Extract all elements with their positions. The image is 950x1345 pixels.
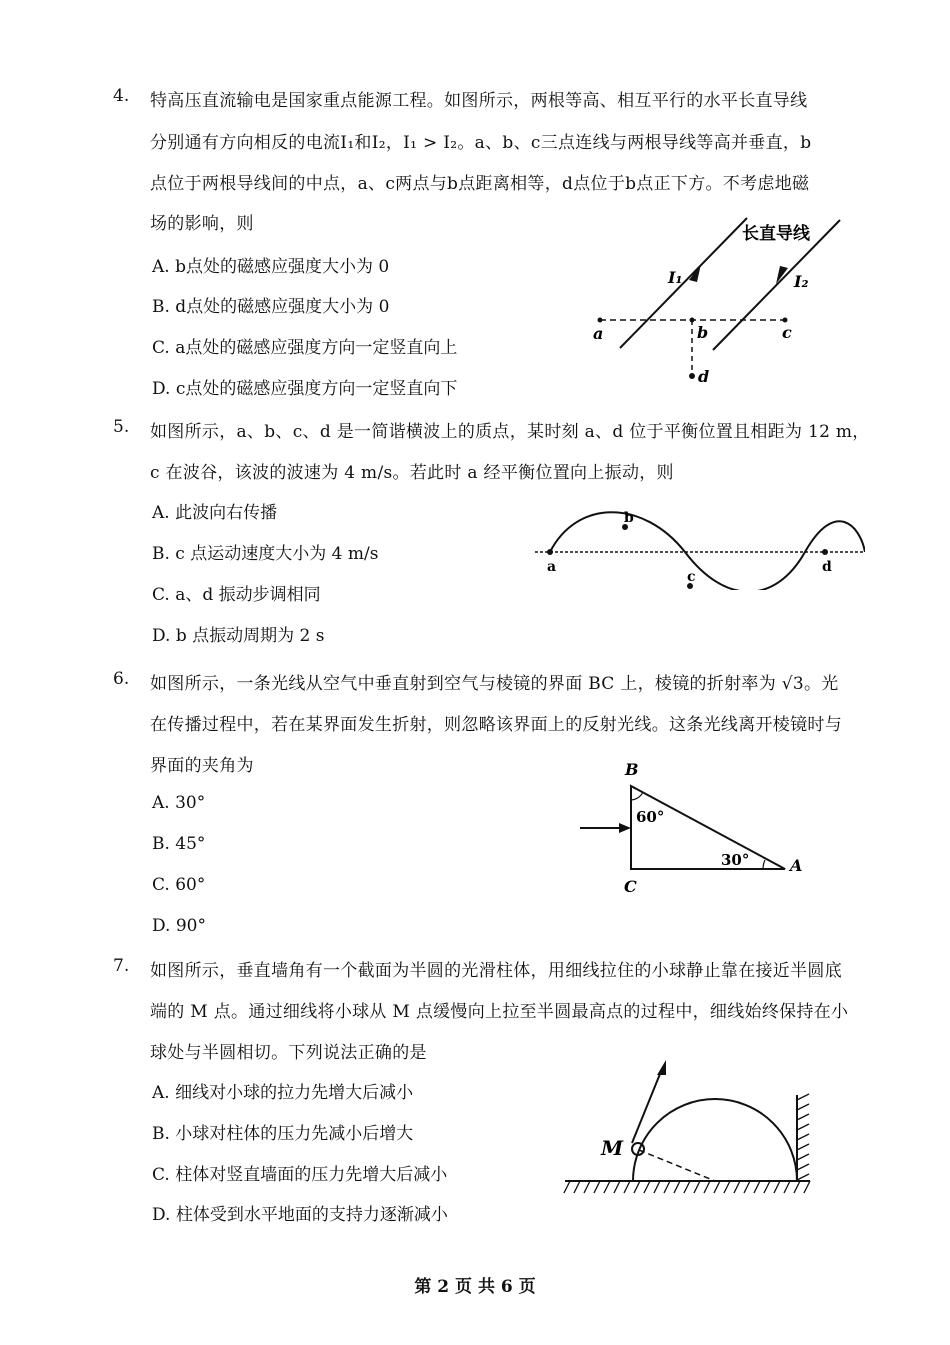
question-text-line: 点位于两根导线间的中点，a、c两点与b点距离相等，d点位于b点正下方。不考虑地磁 bbox=[150, 174, 810, 194]
label-b: b bbox=[624, 510, 634, 526]
option-b: B. c 点运动速度大小为 4 m/s bbox=[152, 544, 379, 564]
question-number: 7. bbox=[113, 956, 130, 976]
radius-dashed-line bbox=[639, 1150, 715, 1181]
label-c: c bbox=[687, 569, 696, 585]
q6-figure bbox=[575, 755, 810, 900]
q4-figure bbox=[585, 210, 850, 390]
question-number: 4. bbox=[113, 86, 130, 106]
page-footer: 第 2 页 共 6 页 bbox=[414, 1277, 536, 1297]
question-text-line: 如图所示，a、b、c、d 是一简谐横波上的质点，某时刻 a、d 位于平衡位置且相距为 12 m， bbox=[150, 422, 870, 442]
question-number: 5. bbox=[113, 417, 130, 437]
option-c: C. 柱体对竖直墙面的压力先增大后减小 bbox=[152, 1165, 448, 1185]
wall-hatching bbox=[797, 1094, 809, 1180]
angle-arc-A bbox=[763, 860, 765, 869]
point-a bbox=[547, 549, 553, 555]
question-text-line: 界面的夹角为 bbox=[150, 756, 254, 776]
label-a: a bbox=[593, 324, 604, 343]
question-text-line: 如图所示，一条光线从空气中垂直射到空气与棱镜的界面 BC 上，棱镜的折射率为 √3。光 bbox=[150, 674, 839, 694]
option-c: C. a点处的磁感应强度方向一定竖直向上 bbox=[152, 338, 458, 358]
wire-1 bbox=[620, 218, 747, 348]
option-a: A. b点处的磁感应强度大小为 0 bbox=[152, 257, 390, 277]
angle-A-label: 30° bbox=[721, 851, 750, 869]
option-b: B. d点处的磁感应强度大小为 0 bbox=[152, 297, 390, 317]
q5-figure bbox=[535, 505, 865, 590]
question-text-line: 在传播过程中，若在某界面发生折射，则忽略该界面上的反射光线。这条光线离开棱镜时与 bbox=[150, 715, 842, 735]
label-C: C bbox=[624, 877, 637, 896]
option-d: D. b 点振动周期为 2 s bbox=[152, 626, 325, 646]
label-A: A bbox=[790, 856, 803, 875]
option-a: A. 此波向右传播 bbox=[152, 503, 278, 523]
label-M: M bbox=[601, 1136, 624, 1160]
option-d: D. 90° bbox=[152, 916, 206, 936]
angle-B-label: 60° bbox=[636, 808, 665, 826]
point-a bbox=[598, 318, 603, 323]
ground-hatching bbox=[564, 1181, 810, 1193]
option-b: B. 小球对柱体的压力先减小后增大 bbox=[152, 1124, 414, 1144]
question-number: 6. bbox=[113, 669, 130, 689]
point-d bbox=[689, 373, 695, 379]
option-c: C. 60° bbox=[152, 875, 206, 895]
string-line bbox=[632, 1069, 662, 1143]
question-text-line: 如图所示，垂直墙角有一个截面为半圆的光滑柱体，用细线拉住的小球静止靠在接近半圆底 bbox=[150, 961, 842, 981]
option-d: D. 柱体受到水平地面的支持力逐渐减小 bbox=[152, 1205, 448, 1225]
label-d: d bbox=[698, 367, 710, 386]
question-text-line: 特高压直流输电是国家重点能源工程。如图所示，两根等高、相互平行的水平长直导线 bbox=[150, 91, 808, 111]
wave-curve bbox=[550, 512, 865, 590]
current-arrow-up-icon bbox=[689, 264, 701, 282]
point-c bbox=[783, 318, 788, 323]
label-I1: I₁ bbox=[668, 268, 683, 287]
label-c: c bbox=[782, 323, 792, 342]
option-c: C. a、d 振动步调相同 bbox=[152, 585, 321, 605]
ray-arrow-icon bbox=[619, 823, 631, 833]
question-text-line: 端的 M 点。通过细线将小球从 M 点缓慢向上拉至半圆最高点的过程中，细线始终保持在小 bbox=[150, 1002, 849, 1022]
question-text-line: c 在波谷，该波的波速为 4 m/s。若此时 a 经平衡位置向上振动，则 bbox=[150, 463, 674, 483]
option-a: A. 细线对小球的拉力先增大后减小 bbox=[152, 1083, 414, 1103]
tension-arrow-icon bbox=[657, 1060, 666, 1075]
label-B: B bbox=[625, 760, 639, 779]
wire-title: 长直导线 bbox=[742, 224, 810, 244]
question-text-line: 球处与半圆相切。下列说法正确的是 bbox=[150, 1043, 427, 1063]
label-I2: I₂ bbox=[794, 272, 809, 291]
point-d bbox=[822, 549, 828, 555]
angle-arc-B bbox=[631, 792, 643, 800]
label-b: b bbox=[697, 323, 709, 342]
point-b bbox=[690, 318, 695, 323]
option-d: D. c点处的磁感应强度方向一定竖直向下 bbox=[152, 379, 458, 399]
label-a: a bbox=[547, 559, 557, 575]
question-text-line: 场的影响，则 bbox=[150, 214, 254, 234]
prism-triangle bbox=[631, 786, 785, 869]
label-d: d bbox=[822, 559, 832, 575]
option-b: B. 45° bbox=[152, 834, 206, 854]
q7-figure bbox=[560, 1055, 820, 1200]
option-a: A. 30° bbox=[152, 793, 206, 813]
half-cylinder bbox=[633, 1099, 797, 1181]
question-text-line: 分别通有方向相反的电流I₁和I₂，I₁ > I₂。a、b、c三点连线与两根导线等高并垂直，b bbox=[150, 133, 812, 153]
